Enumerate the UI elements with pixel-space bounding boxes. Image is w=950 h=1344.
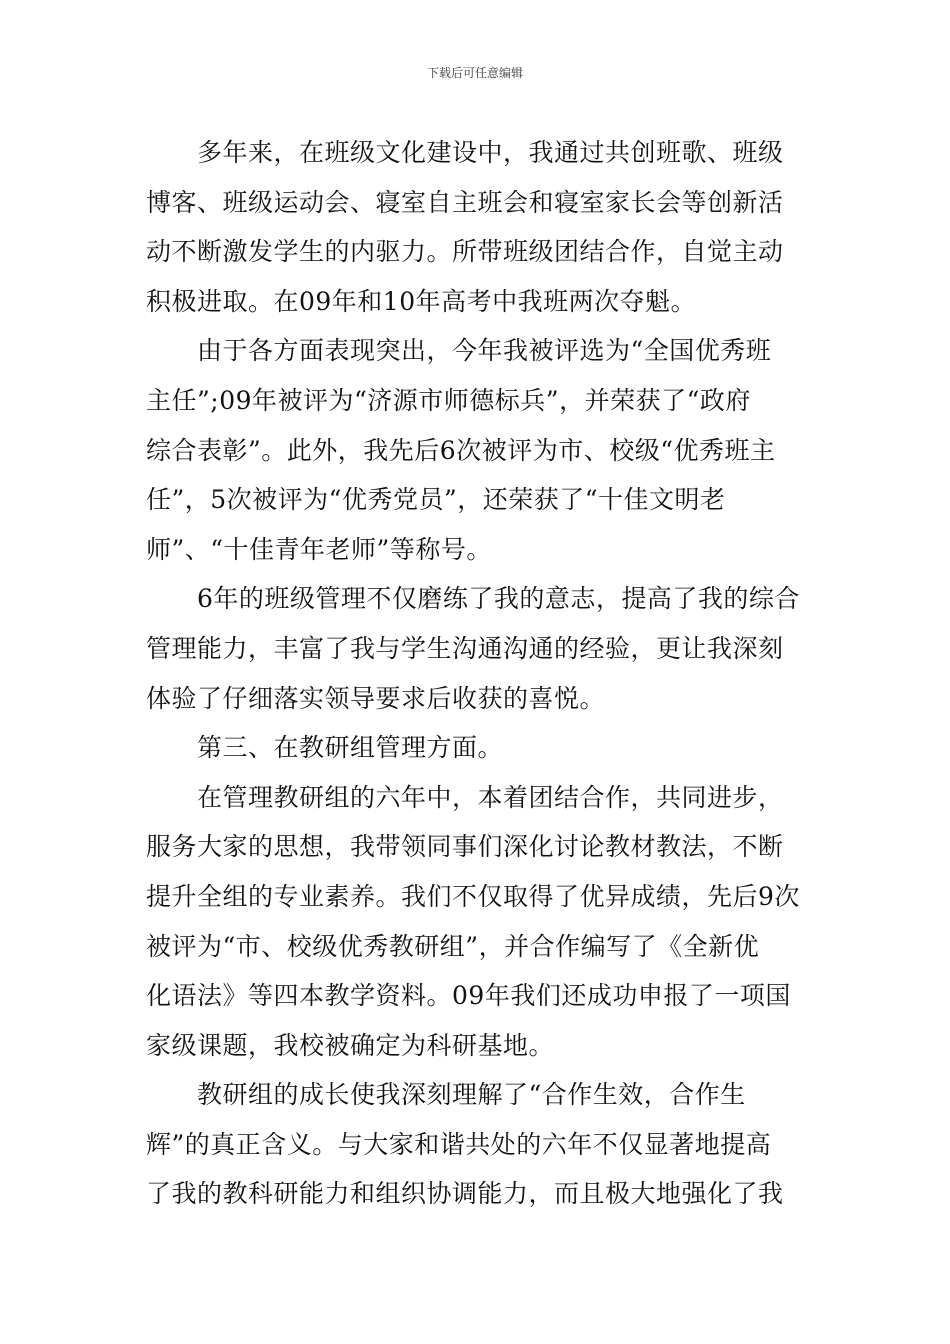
paragraph-class-management: 6年的班级管理不仅磨练了我的意志，提高了我的综合 管理能力，丰富了我与学生沟通沟通的经验，更让我深刻 体验了仔细落实领导要求后收获的喜悦。: [146, 584, 800, 713]
paragraph-research-group-management: 在管理教研组的六年中，本着团结合作，共同进步， 服务大家的思想，我带领同事们深化讨论教材教法，不断 提升全组的专业素养。我们不仅取得了优异成绩，先后9次 被评为“市、校级优秀教研组”，并合作编写了《全新优 化语法》等四本教学资料。09年我们还成功申报了一项国 家级课题，我校被确定为科研基地。: [146, 782, 800, 1060]
paragraph-honors: 由于各方面表现突出，今年我被评选为“全国优秀班 主任”;09年被评为“济源市师德标兵”，并荣获了“政府 综合表彰”。此外，我先后6次被评为市、校级“优秀班主 任”，5次被评为“优秀党员”，还荣获了“十佳文明老 师”、“十佳青年老师”等称号。: [146, 336, 776, 564]
page-header: 下载后可任意编辑: [426, 66, 523, 80]
paragraph-class-culture: 多年来，在班级文化建设中，我通过共创班歌、班级 博客、班级运动会、寝室自主班会和寝室家长会等创新活 动不断激发学生的内驱力。所带班级团结合作，自觉主动 积极进取。在09年和10年高考中我班两次夺魁。: [146, 138, 784, 316]
document-body: [146, 128, 810, 1219]
paragraph-research-group-growth: 教研组的成长使我深刻理解了“合作生效，合作生 辉”的真正含义。与大家和谐共处的六年不仅显著地提高 了我的教科研能力和组织协调能力，而且极大地强化了我: [146, 1080, 784, 1209]
section-heading-research-group: 第三、在教研组管理方面。: [146, 733, 504, 763]
